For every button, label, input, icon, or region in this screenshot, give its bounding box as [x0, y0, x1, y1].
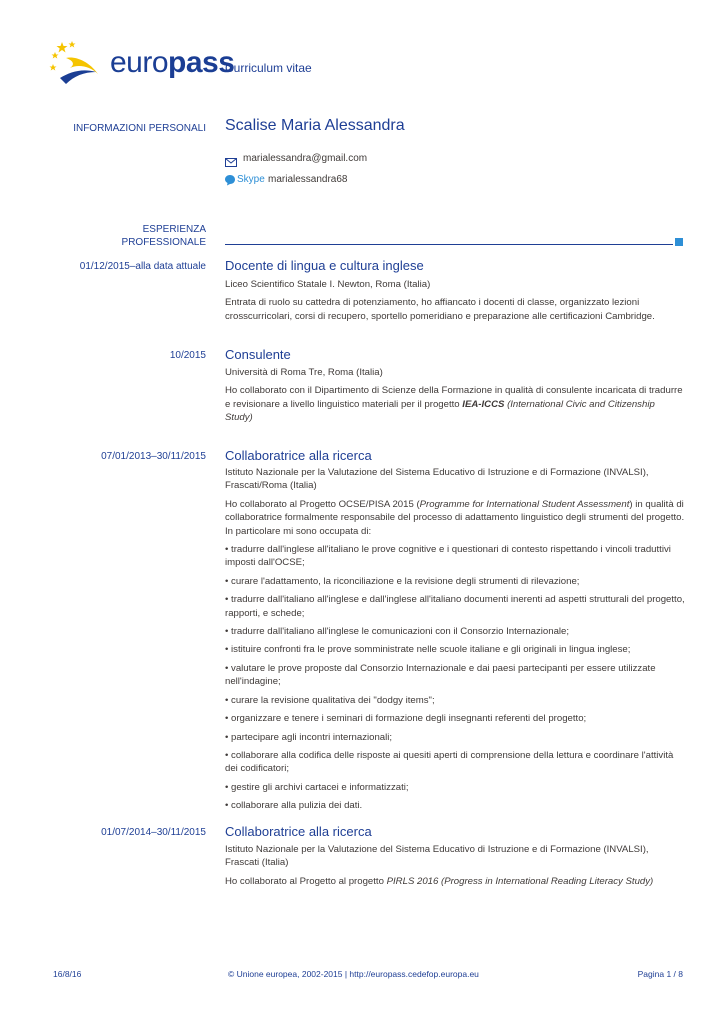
job-bullet: • organizzare e tenere i seminari di formazione degli insegnanti referenti del progetto;	[225, 713, 587, 725]
cv-label: Curriculum vitae	[225, 61, 312, 75]
job-details	[225, 843, 685, 893]
europass-stars-icon	[48, 38, 108, 88]
project-name: IEA-ICCS	[462, 398, 505, 410]
project-fullname: (International Civic and Citizenship Study)	[225, 398, 655, 424]
job-intro	[225, 498, 685, 538]
project-fullname: Programme for International Student Assessment	[419, 498, 630, 510]
job-employer: Istituto Nazionale per la Valutazione del Sistema Educativo di Istruzione e di Formazione (INVALSI), Frascati/Roma (Italia)	[225, 467, 649, 492]
job-date: 01/07/2014–30/11/2015	[101, 827, 206, 838]
skype-id: marialessandra68	[268, 174, 348, 185]
job-details	[225, 366, 685, 430]
logo-text-euro: euro	[110, 46, 169, 79]
job-title: Consulente	[225, 347, 291, 362]
job-bullet: • collaborare alla codifica delle risposte ai quesiti aperti di comprensione della lettura e coordinare l'attività dei codificatori;	[225, 749, 674, 775]
experience-label-line2: PROFESSIONALE	[121, 237, 206, 248]
job-bullet: • tradurre dall'italiano all'inglese le comunicazioni con il Consorzio Internazionale;	[225, 626, 570, 638]
personal-info-label: INFORMAZIONI PERSONALI	[73, 123, 206, 134]
job-date: 10/2015	[169, 350, 206, 361]
job-title: Docente di lingua e cultura inglese	[225, 258, 424, 273]
job-employer: Università di Roma Tre, Roma (Italia)	[225, 367, 383, 378]
section-marker	[675, 238, 683, 246]
footer-copyright[interactable]: © Unione europea, 2002-2015 | http://europass.cedefop.europa.eu	[228, 969, 479, 979]
job-title: Collaboratrice alla ricerca	[225, 448, 372, 463]
section-divider	[225, 244, 673, 245]
job-bullet: • collaborare alla pulizia dei dati.	[225, 800, 363, 812]
experience-label	[56, 223, 206, 249]
job-employer: Liceo Scientifico Statale I. Newton, Roma (Italia)	[225, 279, 431, 290]
job-description-text: Ho collaborato al Progetto al progetto	[225, 875, 387, 887]
email-link[interactable]: marialessandra@gmail.com	[243, 153, 368, 164]
job-bullet: • partecipare agli incontri internazionali;	[225, 731, 393, 743]
skype-label: Skype	[237, 174, 265, 185]
skype-icon	[224, 173, 236, 191]
europass-logo	[48, 38, 235, 88]
job-bullet: • tradurre dall'italiano all'inglese e dall'inglese all'italiano documenti inerenti ad aspetti strutturali del progetto, rapporti, e schede;	[225, 594, 685, 619]
job-details	[225, 278, 685, 328]
footer-date: 16/8/16	[53, 969, 82, 979]
job-description: Entrata di ruolo su cattedra di potenziamento, ho affiancato i docenti di classe, organizzato lezioni crosscurricolari, corsi di recupero, sportello pomeridiano e preparazione alle certificazioni Cambridge.	[225, 297, 655, 322]
job-bullet: • valutare le prove proposte dal Consorzio Internazionale e dai paesi partecipanti per essere utilizzate nell'indagine;	[225, 662, 656, 688]
job-bullet: • curare la revisione qualitativa dei "dodgy items";	[225, 694, 435, 706]
job-title: Collaboratrice alla ricerca	[225, 824, 372, 839]
job-employer: Istituto Nazionale per la Valutazione del Sistema Educativo di Istruzione e di Formazione (INVALSI), Frascati (Italia)	[225, 844, 649, 869]
job-description	[225, 384, 685, 424]
job-intro-text: Ho collaborato al Progetto OCSE/PISA 2015 (	[225, 498, 420, 510]
job-description	[225, 875, 685, 888]
footer-page-number: Pagina 1 / 8	[637, 969, 683, 979]
job-description-text: Ho collaborato con il Dipartimento di Scienze della Formazione in qualità di consulente incaricata di tradurre e revisionare a livello linguistico materiali per il progetto	[225, 385, 683, 410]
job-bullet: • istituire confronti fra le prove somministrate nelle scuole italiane e gli originali in lingua inglese;	[225, 644, 631, 656]
job-bullet: • gestire gli archivi cartacei e informatizzati;	[225, 781, 409, 793]
logo-text-pass: pass	[168, 46, 235, 79]
job-details	[225, 466, 685, 818]
person-name: Scalise Maria Alessandra	[225, 117, 405, 134]
job-bullet: • curare l'adattamento, la riconciliazione e la revisione degli strumenti di rilevazione;	[225, 575, 580, 587]
project-name: PIRLS 2016 (Progress in International Reading Literacy Study)	[386, 875, 654, 887]
job-date: 07/01/2013–30/11/2015	[101, 451, 206, 462]
experience-label-line1: ESPERIENZA	[142, 224, 206, 235]
email-icon	[225, 154, 237, 172]
job-intro-text-end: ) in qualità di collaboratrice formalmente responsabile del processo di adattamento linguistico degli strumenti del progetto. In particolare mi sono occupata di:	[225, 498, 685, 537]
job-date: 01/12/2015–alla data attuale	[79, 261, 206, 272]
job-bullet: • tradurre dall'inglese all'italiano le prove cognitive e i questionari di contesto rispettando i vincoli traduttivi imposti dall'OCSE;	[225, 544, 671, 569]
